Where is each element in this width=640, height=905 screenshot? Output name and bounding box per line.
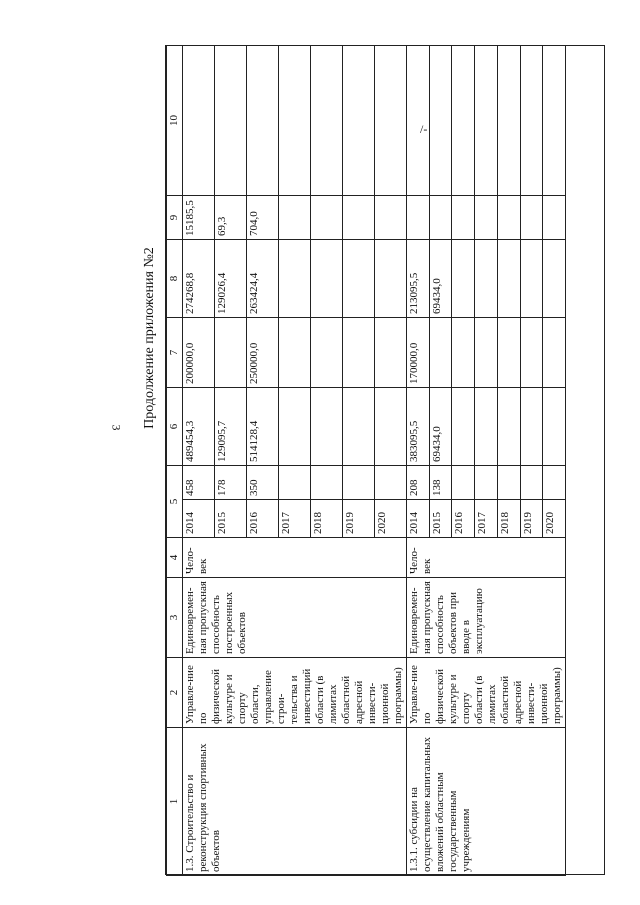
cell-v9: 69,3 xyxy=(215,196,247,240)
cell-v7 xyxy=(343,318,375,388)
cell-y: 2020 xyxy=(375,500,407,538)
page-number: 3 xyxy=(109,424,124,431)
cell-v5: 178 xyxy=(215,466,247,500)
page-heading: Продолжение приложения №2 xyxy=(142,247,157,429)
cell-v7 xyxy=(520,318,543,388)
cell-v5 xyxy=(311,466,343,500)
col-header-3: 3 xyxy=(167,578,183,658)
cell-v10 xyxy=(475,46,498,196)
col-header-4: 4 xyxy=(167,538,183,578)
table-row xyxy=(407,46,430,876)
cell-v6 xyxy=(343,388,375,466)
cell-v5 xyxy=(375,466,407,500)
cell-v9 xyxy=(429,196,452,240)
cell-y: 2017 xyxy=(279,500,311,538)
cell-v8: 263424,4 xyxy=(247,240,279,318)
col-header-5: 5 xyxy=(167,466,183,538)
cell-v7 xyxy=(429,318,452,388)
cell-y: 2015 xyxy=(429,500,452,538)
cell-v9 xyxy=(452,196,475,240)
cell-y: 2014 xyxy=(183,500,215,538)
cell-v9 xyxy=(407,196,430,240)
cell-v6 xyxy=(452,388,475,466)
cell-v7 xyxy=(497,318,520,388)
cell-v7 xyxy=(279,318,311,388)
cell-v8 xyxy=(497,240,520,318)
cell-v6: 69434,0 xyxy=(429,388,452,466)
cell-v9 xyxy=(311,196,343,240)
cell-v5 xyxy=(497,466,520,500)
cell-c1: 1.3. Строительство и реконструкция спортивных объектов xyxy=(183,728,407,876)
cell-y: 2016 xyxy=(247,500,279,538)
cell-v8: 274268,8 xyxy=(183,240,215,318)
page-heading-container xyxy=(140,190,162,490)
cell-v8 xyxy=(520,240,543,318)
cell-v8 xyxy=(375,240,407,318)
cell-v10 xyxy=(215,46,247,196)
cell-c4: Чело-век xyxy=(183,538,407,578)
cell-v9 xyxy=(520,196,543,240)
cell-v8: 213095,5 xyxy=(407,240,430,318)
rotated-table-wrapper xyxy=(166,46,606,876)
header-row xyxy=(167,46,183,876)
cell-v10 xyxy=(183,46,215,196)
cell-y: 2016 xyxy=(452,500,475,538)
cell-c2: Управле-ние по физической культуре и спорту области (в лимитах областной адресной инвести-ционной программы) xyxy=(407,658,566,728)
table-row xyxy=(183,46,215,876)
col-header-7: 7 xyxy=(167,318,183,388)
cell-v6: 383095,5 xyxy=(407,388,430,466)
cell-v9: 704,0 xyxy=(247,196,279,240)
cell-v5 xyxy=(543,466,566,500)
cell-v6 xyxy=(520,388,543,466)
data-table xyxy=(166,45,566,876)
cell-y: 2018 xyxy=(497,500,520,538)
cell-v6: 514128,4 xyxy=(247,388,279,466)
cell-v10 xyxy=(497,46,520,196)
cell-v8 xyxy=(311,240,343,318)
cell-v5 xyxy=(475,466,498,500)
cell-v7: 170000,0 xyxy=(407,318,430,388)
handwritten-mark: /- xyxy=(420,122,428,136)
cell-v9 xyxy=(475,196,498,240)
cell-y: 2019 xyxy=(520,500,543,538)
cell-v6 xyxy=(475,388,498,466)
cell-v10 xyxy=(311,46,343,196)
cell-v7 xyxy=(543,318,566,388)
cell-v7: 250000,0 xyxy=(247,318,279,388)
cell-v10 xyxy=(343,46,375,196)
cell-v7 xyxy=(311,318,343,388)
cell-v10 xyxy=(375,46,407,196)
cell-v5 xyxy=(452,466,475,500)
cell-v5 xyxy=(343,466,375,500)
cell-v9 xyxy=(543,196,566,240)
cell-v8 xyxy=(279,240,311,318)
cell-y: 2017 xyxy=(475,500,498,538)
cell-v10 xyxy=(279,46,311,196)
cell-v10 xyxy=(247,46,279,196)
cell-v5 xyxy=(520,466,543,500)
cell-v9 xyxy=(497,196,520,240)
cell-v5: 208 xyxy=(407,466,430,500)
cell-v6 xyxy=(311,388,343,466)
cell-c1: 1.3.1. субсидии на осуществление капитальных вложений областным государственным учреждениям xyxy=(407,728,566,876)
cell-v6 xyxy=(497,388,520,466)
cell-v5 xyxy=(279,466,311,500)
col-header-1: 1 xyxy=(167,728,183,876)
cell-v6: 489454,3 xyxy=(183,388,215,466)
cell-v10 xyxy=(452,46,475,196)
cell-v7 xyxy=(475,318,498,388)
cell-v7 xyxy=(452,318,475,388)
col-header-6: 6 xyxy=(167,388,183,466)
cell-v6 xyxy=(543,388,566,466)
cell-v8 xyxy=(543,240,566,318)
cell-v8 xyxy=(452,240,475,318)
col-header-2: 2 xyxy=(167,658,183,728)
cell-v9: 15185,5 xyxy=(183,196,215,240)
cell-v6 xyxy=(375,388,407,466)
cell-v10 xyxy=(520,46,543,196)
cell-v7 xyxy=(375,318,407,388)
cell-c4: Чело-век xyxy=(407,538,566,578)
cell-y: 2018 xyxy=(311,500,343,538)
document-table-frame xyxy=(165,45,605,875)
cell-v5: 350 xyxy=(247,466,279,500)
cell-c2: Управле-ние по физической культуре и спорту области, управление строи-тельства и инвестиций области (в лимитах областной адресной инвести-ционной программы) xyxy=(183,658,407,728)
cell-v6 xyxy=(279,388,311,466)
cell-v5: 138 xyxy=(429,466,452,500)
cell-v7: 200000,0 xyxy=(183,318,215,388)
cell-v8 xyxy=(343,240,375,318)
cell-v9 xyxy=(279,196,311,240)
cell-y: 2014 xyxy=(407,500,430,538)
cell-v9 xyxy=(375,196,407,240)
cell-v8: 129026,4 xyxy=(215,240,247,318)
cell-v9 xyxy=(343,196,375,240)
cell-v8: 69434,0 xyxy=(429,240,452,318)
cell-c3: Единовремен-ная пропускная способность объектов при вводе в эксплуатацию xyxy=(407,578,566,658)
cell-y: 2019 xyxy=(343,500,375,538)
cell-v10 xyxy=(429,46,452,196)
cell-v7 xyxy=(215,318,247,388)
cell-v10 xyxy=(543,46,566,196)
cell-v5: 458 xyxy=(183,466,215,500)
cell-c3: Единовремен-ная пропускная способность построенных объектов xyxy=(183,578,407,658)
col-header-10: 10 xyxy=(167,46,183,196)
col-header-8: 8 xyxy=(167,240,183,318)
cell-v10 xyxy=(407,46,430,196)
cell-y: 2020 xyxy=(543,500,566,538)
col-header-9: 9 xyxy=(167,196,183,240)
cell-v6: 129095,7 xyxy=(215,388,247,466)
cell-v8 xyxy=(475,240,498,318)
cell-y: 2015 xyxy=(215,500,247,538)
